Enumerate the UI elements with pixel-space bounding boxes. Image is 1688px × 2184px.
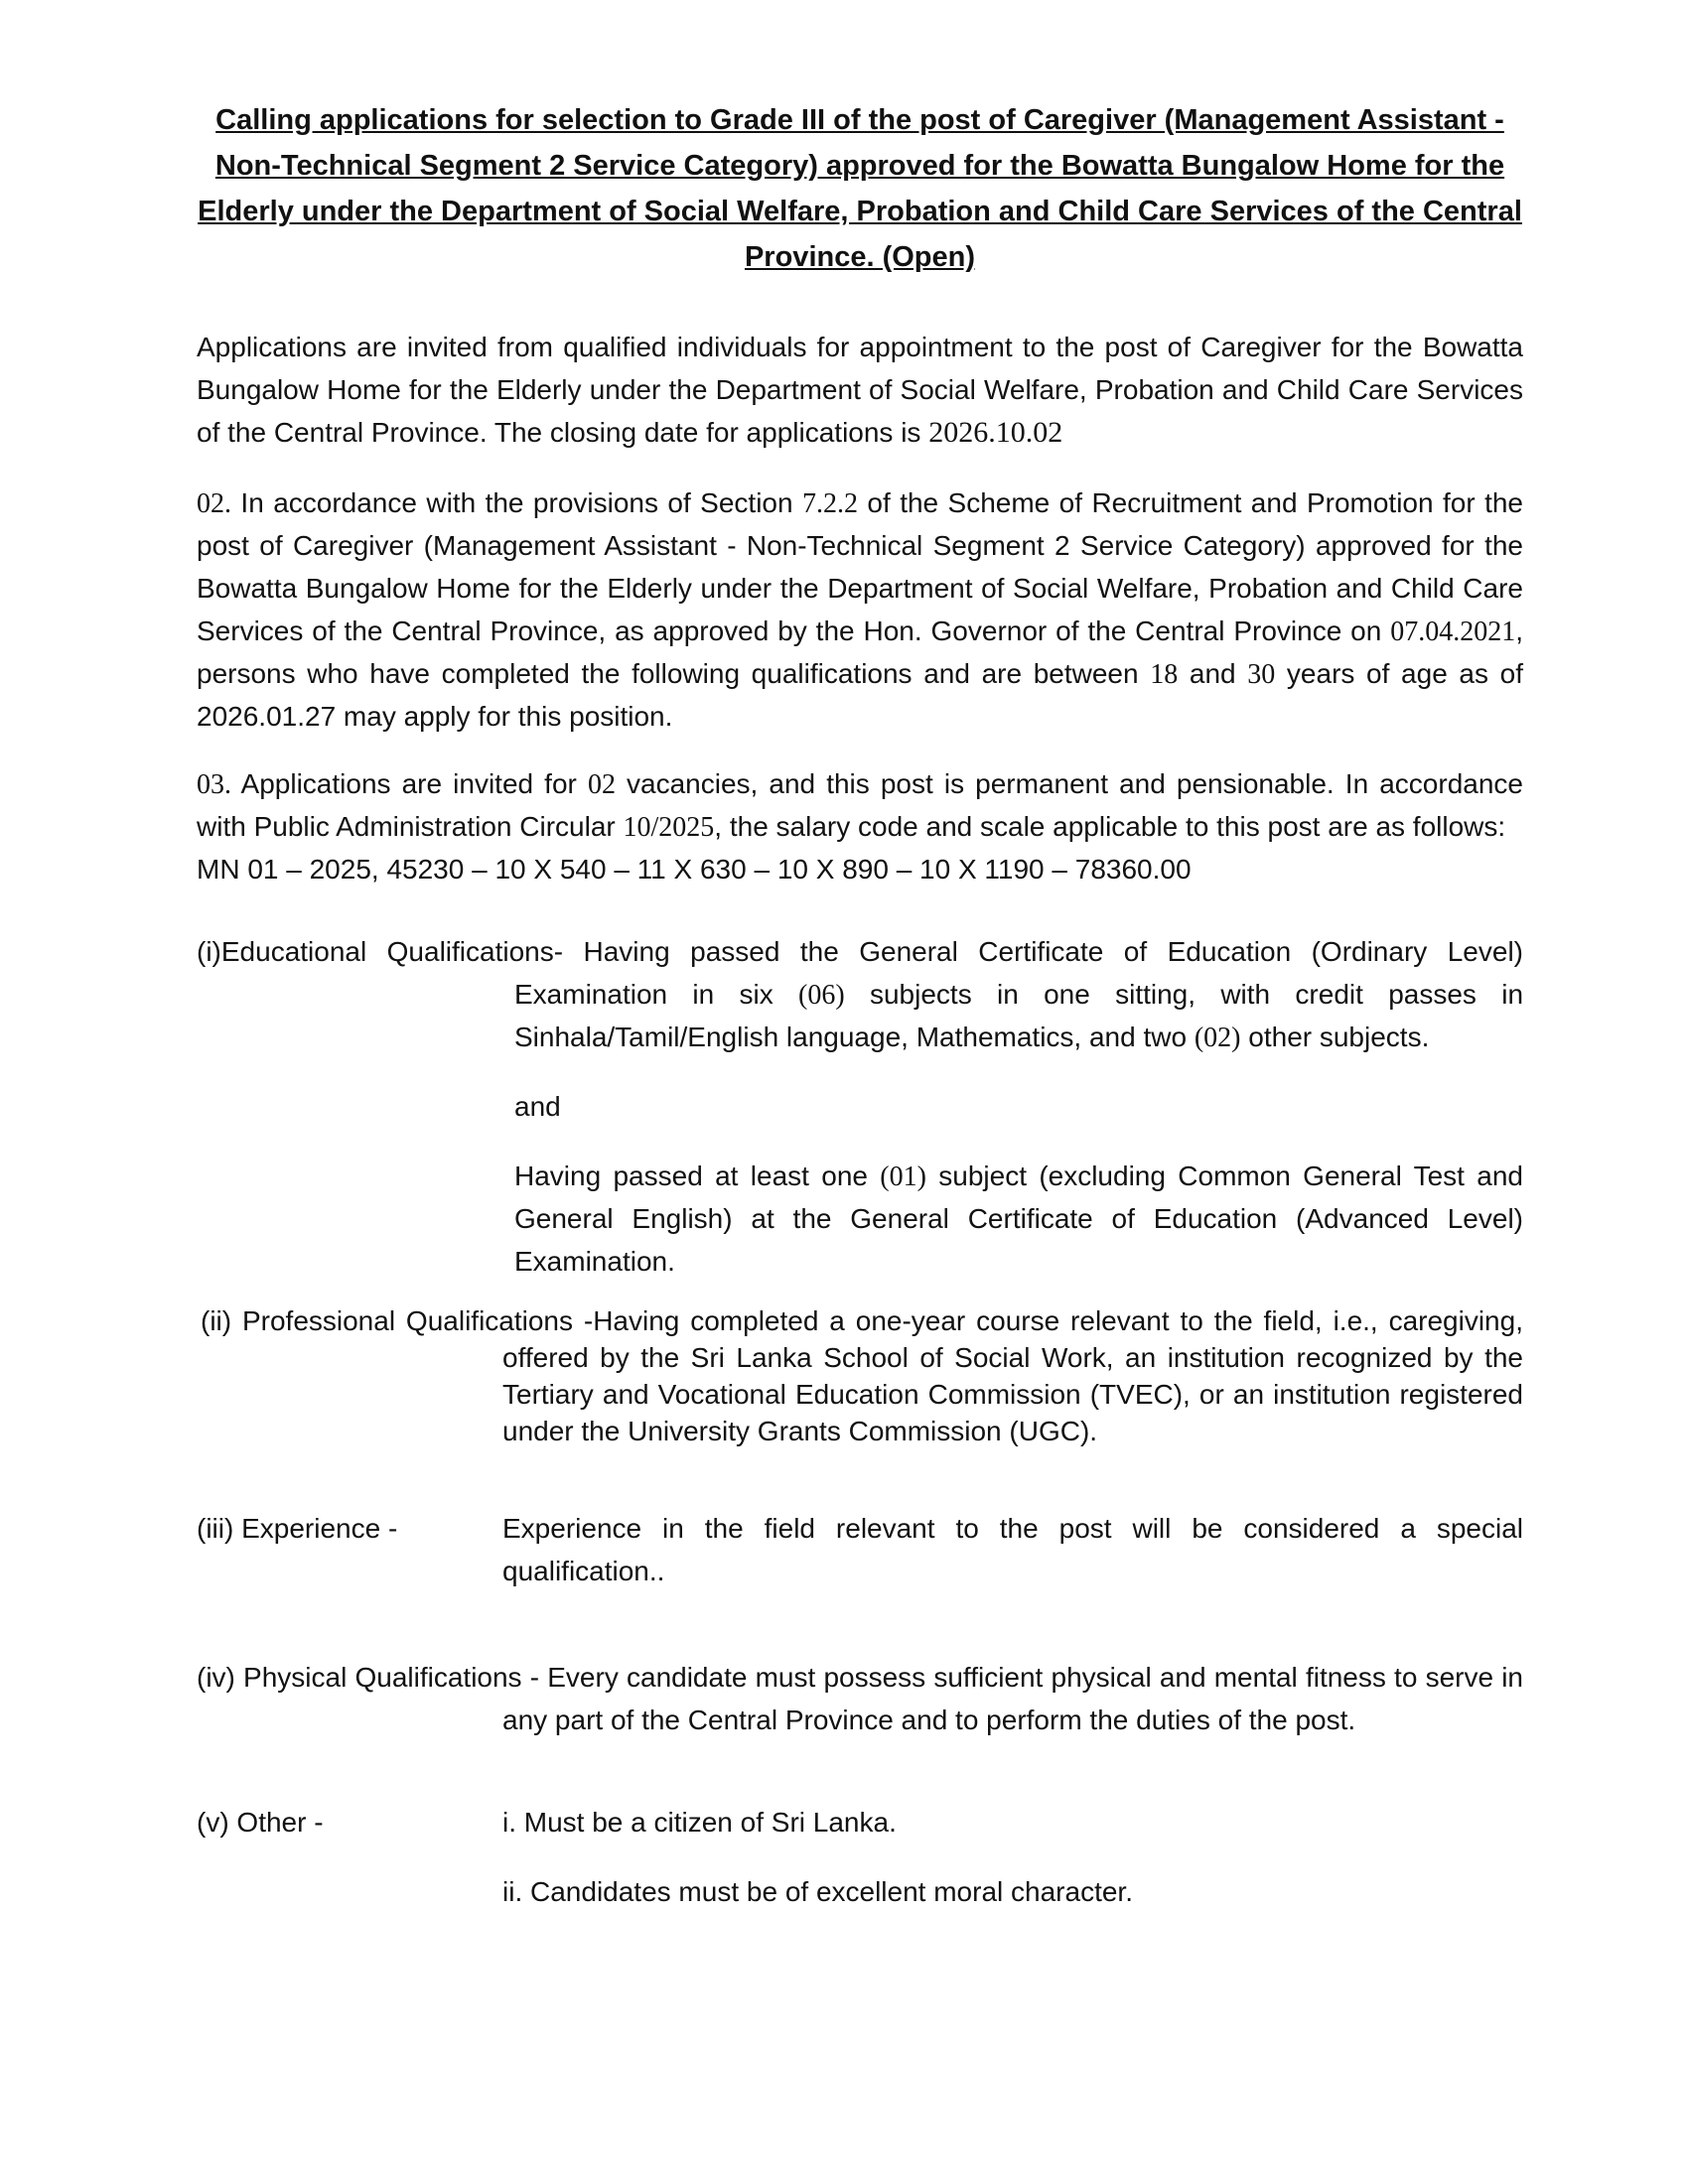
other-label: (v) Other - <box>197 1807 324 1838</box>
para02-line-4 <box>197 610 1523 652</box>
other-body <box>502 1801 1523 1913</box>
physical-line-1 <box>197 1656 1523 1699</box>
prof-line-4: under the University Grants Commission (UGC). <box>502 1416 1098 1446</box>
approval-date: 07.04.2021 <box>1390 616 1516 647</box>
edu-al-line-1 <box>514 1155 1523 1197</box>
para02-line-1-tail: of the Scheme of Recruitment and Promotion for the <box>858 487 1523 518</box>
educational-qualifications-body <box>514 973 1523 1283</box>
educational-qualifications-first-line <box>197 930 1523 973</box>
para02-line-5-a: persons who have completed the following qualifications and are between <box>197 658 1151 689</box>
edu-line-1 <box>197 930 1523 973</box>
experience-label: (iii) Experience - <box>197 1513 398 1544</box>
intro-line-3-text: of the Central Province. The closing date for applications is <box>197 417 929 448</box>
paragraph-03 <box>197 762 1523 890</box>
para03-number: 03. <box>197 769 231 800</box>
para02-line-1 <box>197 481 1523 524</box>
title-line-1: Calling applications for selection to Grade III of the post of Caregiver (Management Assistant - <box>215 104 1504 136</box>
title-line-2: Non-Technical Segment 2 Service Category) approved for the Bowatta Bungalow Home for the <box>214 150 1505 182</box>
professional-qualifications-body <box>502 1339 1523 1449</box>
age-min: 18 <box>1150 659 1179 690</box>
edu-al-line-1-b: subject (excluding Common General Test and <box>925 1160 1524 1191</box>
intro-line-1: Applications are invited from qualified individuals for appointment to the post of Caregiver for the Bowatta <box>197 332 1523 362</box>
prof-line-3: Tertiary and Vocational Education Commission (TVEC), or an institution registered <box>502 1379 1523 1410</box>
age-max: 30 <box>1247 659 1276 690</box>
edu-line-2-a: Examination in six <box>514 979 799 1010</box>
para03-line-1-a: Applications are invited for <box>231 768 588 799</box>
experience-body <box>502 1507 1523 1592</box>
para02-line-5 <box>197 652 1523 695</box>
intro-line-3 <box>197 411 1523 454</box>
experience-line-1: Experience in the field relevant to the post will be considered a special <box>502 1513 1523 1544</box>
other-item-1: i. Must be a citizen of Sri Lanka. <box>502 1807 897 1838</box>
physical-qualifications-body <box>502 1699 1523 1741</box>
edu-six: (06) <box>798 980 845 1011</box>
prof-line-2: offered by the Sri Lanka School of Social Work, an institution recognized by the <box>502 1342 1523 1373</box>
para03-line-2 <box>197 805 1523 848</box>
professional-label: (ii) Professional Qualifications - <box>201 1305 594 1336</box>
para02-line-3: Bowatta Bungalow Home for the Elderly under the Department of Social Welfare, Probation and Child Care <box>197 573 1523 604</box>
para02-line-2: post of Caregiver (Management Assistant - Non-Technical Segment 2 Service Category) approved for the <box>197 530 1523 561</box>
edu-line-2-b: subjects in one sitting, with credit passes in <box>844 979 1524 1010</box>
intro-paragraph <box>197 326 1523 454</box>
para02-line-1-text: In accordance with the provisions of Section <box>231 487 802 518</box>
physical-label: (iv) Physical Qualifications - <box>197 1662 540 1693</box>
edu-line-3 <box>514 1016 1523 1058</box>
para02-line-4-tail: , <box>1515 615 1523 646</box>
physical-qualifications-first-line <box>197 1656 1523 1699</box>
physical-line-2: any part of the Central Province and to perform the duties of the post. <box>502 1705 1356 1735</box>
experience-line-2: qualification.. <box>502 1556 665 1586</box>
intro-line-2: Bungalow Home for the Elderly under the Department of Social Welfare, Probation and Child Care Services <box>197 374 1523 405</box>
para02-number: 02. <box>197 488 231 519</box>
other-item-2: ii. Candidates must be of excellent moral character. <box>502 1876 1133 1907</box>
educational-label: (i)Educational Qualifications- <box>197 936 564 967</box>
edu-one: (01) <box>880 1161 926 1192</box>
edu-line-1-tail: Having passed the General Certificate of Education (Ordinary Level) <box>583 936 1523 967</box>
para02-line-4-text: Services of the Central Province, as approved by the Hon. Governor of the Central Province on <box>197 615 1391 646</box>
edu-al-line-2: General English) at the General Certificate of Education (Advanced Level) <box>514 1203 1523 1234</box>
para02-line-5-c: years of age as of <box>1275 658 1523 689</box>
para02-line-6: 2026.01.27 may apply for this position. <box>197 701 673 732</box>
physical-line-1-tail: Every candidate must possess sufficient physical and mental fitness to serve in <box>547 1662 1524 1693</box>
para03-line-1 <box>197 762 1523 805</box>
professional-qualifications-first-line <box>201 1302 1523 1339</box>
salary-scale: MN 01 – 2025, 45230 – 10 X 540 – 11 X 630 – 10 X 890 – 10 X 1190 – 78360.00 <box>197 854 1192 885</box>
para02-line-5-b: and <box>1178 658 1248 689</box>
prof-line-1-tail: Having completed a one-year course relevant to the field, i.e., caregiving, <box>593 1305 1523 1336</box>
title-line-3: Elderly under the Department of Social Welfare, Probation and Child Care Services of the Central <box>198 196 1522 227</box>
edu-al-line-1-a: Having passed at least one <box>514 1160 881 1191</box>
para03-line-2-a: with Public Administration Circular <box>197 811 624 842</box>
prof-line-1 <box>201 1302 1523 1339</box>
para03-line-1-b: vacancies, and this post is permanent and pensionable. In accordance <box>615 768 1523 799</box>
para03-line-2-b: , the salary code and scale applicable to this post are as follows: <box>714 811 1506 842</box>
edu-line-3-a: Sinhala/Tamil/English language, Mathematics, and two <box>514 1022 1195 1052</box>
closing-date: 2026.10.02 <box>928 416 1063 449</box>
edu-al-line-3: Examination. <box>514 1246 675 1277</box>
title-line-4: Province. (Open) <box>744 241 976 273</box>
circular-number: 10/2025 <box>623 812 715 843</box>
vacancies-count: 02 <box>587 769 616 800</box>
paragraph-02 <box>197 481 1523 738</box>
edu-line-2 <box>514 973 1523 1016</box>
edu-line-3-b: other subjects. <box>1240 1022 1430 1052</box>
page-title <box>197 97 1523 280</box>
section-number: 7.2.2 <box>802 488 858 519</box>
edu-and: and <box>514 1091 561 1122</box>
edu-two: (02) <box>1194 1023 1241 1053</box>
